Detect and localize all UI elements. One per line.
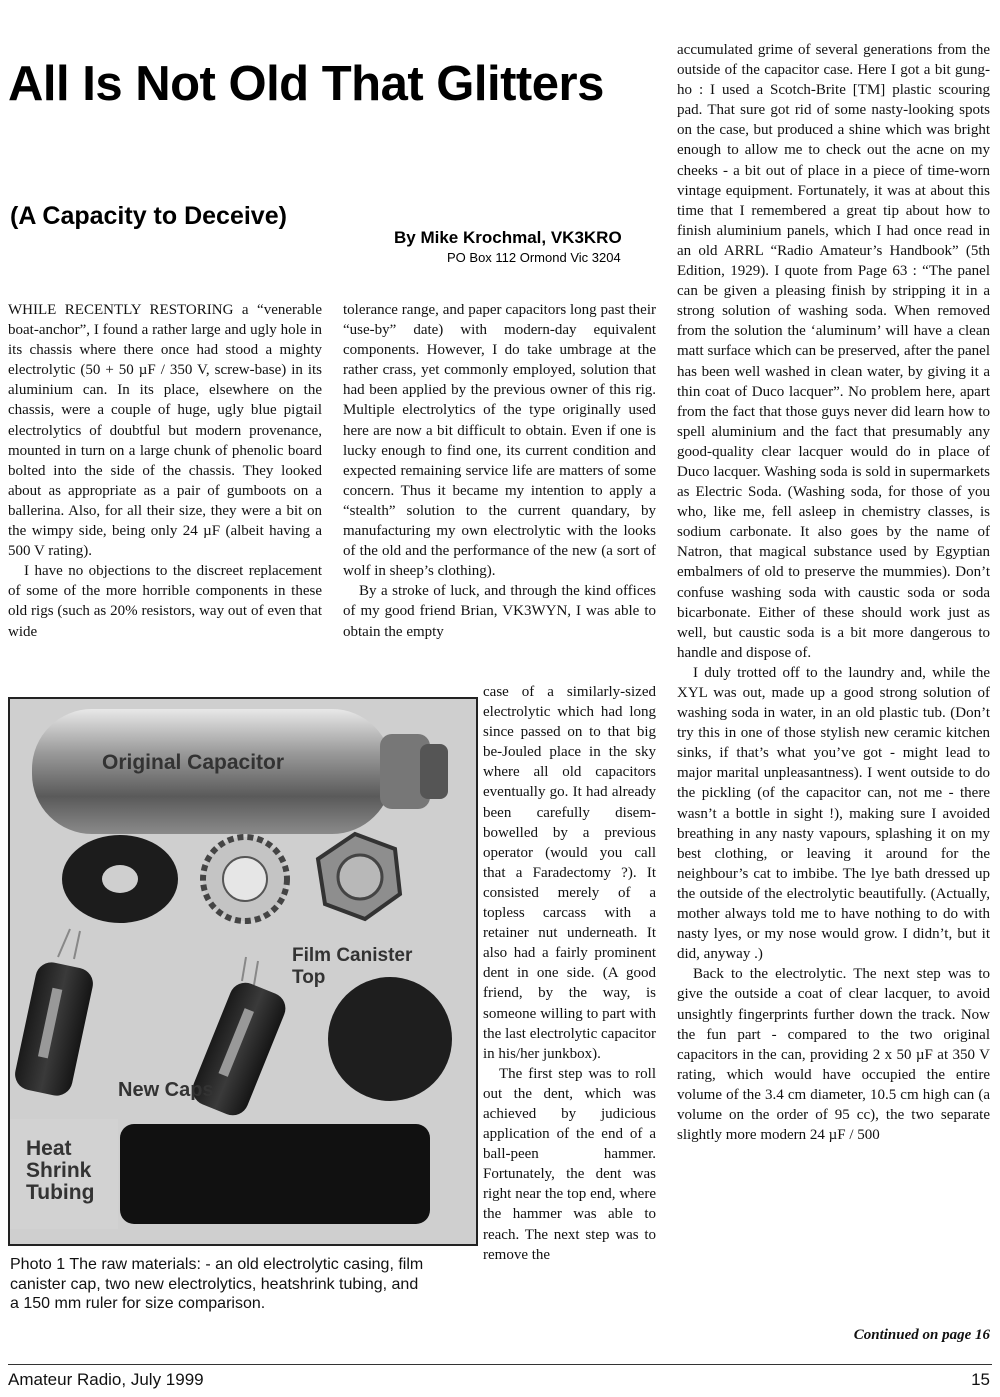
photo-label-tubing: Tubing	[26, 1181, 95, 1204]
page-number: 15	[971, 1370, 990, 1389]
photo-caption: Photo 1 The raw materials: - an old electrolytic casing, film canister cap, two new electrolytics, heatshrink tubing, and a 150 mm ruler for size comparison.	[10, 1256, 424, 1312]
film-canister-top	[328, 977, 452, 1101]
photo-raw-materials	[8, 697, 478, 1246]
photo-label-new-caps: New Caps	[118, 1079, 214, 1101]
photo-label-shrink: Shrink	[26, 1159, 92, 1182]
column-3	[677, 40, 990, 1145]
photo-illustration	[10, 699, 476, 1244]
article-subtitle: (A Capacity to Deceive)	[10, 202, 287, 230]
photo-label-film-canister: Film Canister	[292, 945, 413, 966]
continued-note: Continued on page 16	[853, 1327, 990, 1343]
paragraph: The first step was to roll out the dent, which was achieved by judicious application of the end of a ball-peen hammer. Fortunately, the dent was right near the top end, where the hammer was able to reach. The next step was to remove the	[483, 1065, 656, 1263]
byline: By Mike Krochmal, VK3KRO	[394, 228, 622, 247]
author-address: PO Box 112 Ormond Vic 3204	[447, 250, 621, 265]
heat-shrink-tubing	[120, 1124, 430, 1224]
washer	[62, 835, 178, 923]
paragraph: By a stroke of luck, and through the kind offices of my good friend Brian, VK3WYN, I was able to obtain the empty	[343, 583, 656, 640]
photo-label-film-canister-top: Top	[292, 967, 326, 988]
paragraph: WHILE RECENTLY RESTORING a “venerable boat-anchor”, I found a rather large and ugly hole in its chassis where there once had stood a mighty electrolytic (50 + 50 µF / 350 V, screw-base) in its aluminium can. In its place, elsewhere on the chassis, were a couple of huge, ugly blue pigtail electrolytics of doubtful but modern provenance, mounted in turn on a large chunk of phenolic board bolted into the side of the chassis. They looked about as appropriate as a pair of gumboots on a ballerina. Also, for all their size, they were a bit on the wimpy side, being only 24 µF (albeit having a 500 V rating).	[8, 302, 322, 560]
paragraph: I duly trotted off to the laundry and, while the XYL was out, made up a good strong solution of washing soda in water, in an old plastic tub. (Don’t try this in one of those stylish new ceramic kitchen sinks, if that’s what you’ve got - might lead to major marital unpleasantness). I went outside to do the pickling (of the capacitor can, not me - there wasn’t a bottle in sight !), making sure I avoided breathing in any nasty vapours, splashing it on my best clothing, or leaving it around for the neighbour’s cat to imbibe. The lye bath dressed up the outside of the electrolytic beautifully. (Actually, mother always told me to have nothing to do with nasty lyes, or my nose would grow. I didn’t, but it did, anyway .)	[677, 664, 990, 963]
paragraph: tolerance range, and paper capacitors long past their “use-by” date) with modern-day equivalent components. However, I do take umbrage at the rather crass, yet commonly employed, solution that had been applied by the previous owner of this rig. Multiple electrolytics of the type originally used here are now a bit difficult to obtain. Even if one is lucky enough to find one, its current condition and expected remaining service life are matters of some concern. Thus it became my intention to apply a “stealth” solution to the current quandary, by manufacturing my own electrolytic with the looks of the old and the performance of the new (a sort of wolf in sheep’s clothing).	[343, 302, 656, 580]
column-2-top	[343, 300, 656, 642]
footer-rule	[8, 1364, 992, 1365]
lock-washer	[203, 837, 287, 921]
footer-publication: Amateur Radio, July 1999	[8, 1370, 204, 1389]
paragraph: Back to the electrolytic. The next step was to give the outside a coat of clear lacquer, to avoid unsightly fingerprints further down the track. Now the fun part - compared to the two original capacitors in the can, providing 2 x 50 µF at 350 V rating, which would have occupied the entire volume of the 3.4 cm diameter, 10.5 cm high can (a volume on the order of 95 cc), the two separate slightly more modern 24 µF / 500	[677, 966, 990, 1144]
column-2-bottom	[483, 682, 656, 1265]
photo-label-heat: Heat	[26, 1137, 72, 1160]
article-title: All Is Not Old That Glitters	[8, 57, 604, 111]
column-1	[8, 300, 322, 642]
paragraph: I have no objections to the discreet replacement of some of the more horrible components in these old rigs (such as 20% resistors, way out of even that wide	[8, 563, 322, 640]
photo-label-original-capacitor: Original Capacitor	[102, 751, 285, 774]
paragraph: case of a similarly-sized electrolytic which had long since passed on to that big be-Jouled place in the sky where all old capacitors eventually go. It had already been carefully disem-bowelled by a previous operator (would you call that a Faradectomy ?). It consisted merely of a topless carcass with a retainer nut underneath. It also had a fairly prominent dent in one side. (A good friend, by the way, is someone willing to part with the last electrolytic capacitor in his/her junkbox).	[483, 684, 656, 1062]
paragraph: accumulated grime of several generations from the outside of the capacitor case. Here I got a bit gung-ho : I used a Scotch-Brite [TM] plastic scouring pad. That sure got rid of some nasty-looking spots on the case, but produced a shine which was bright enough to allow me to check out the acne on my cheeks - a bit out of place in a piece of time-worn vintage equipment. Fortunately, it was at about this time that I remembered a great tip about how to finish aluminium panels, which I had once read in an old ARRL “Radio Amateur’s Handbook” (5th Edition, 1929). I quote from Page 63 : “The panel can be given a pleasing finish by stripping it in a strong solution of washing soda. When removed from the solution the ‘aluminum’ will have a clean matt surface which can be preserved, after the panel has been well washed in clean water, by giving it a thin coat of Duco lacquer”. No problem here, apart from the fact that those guys never did learn how to spell aluminium and the fact that presumably any good-quality clear lacquer would do in place of Duco lacquer. Washing soda is sold in supermarkets as Electric Soda. (Washing soda, for those of you who, like me, fell asleep in chemistry classes, is sodium carbonate. It also goes by the name of Natron, that magical substance used by Egyptian embalmers of old to preserve the mummies). Don’t confuse washing soda with caustic soda or soda bicarbonate. Either of these should work just as well, but caustic soda is a bit more dangerous to handle and dispose of.	[677, 42, 990, 661]
